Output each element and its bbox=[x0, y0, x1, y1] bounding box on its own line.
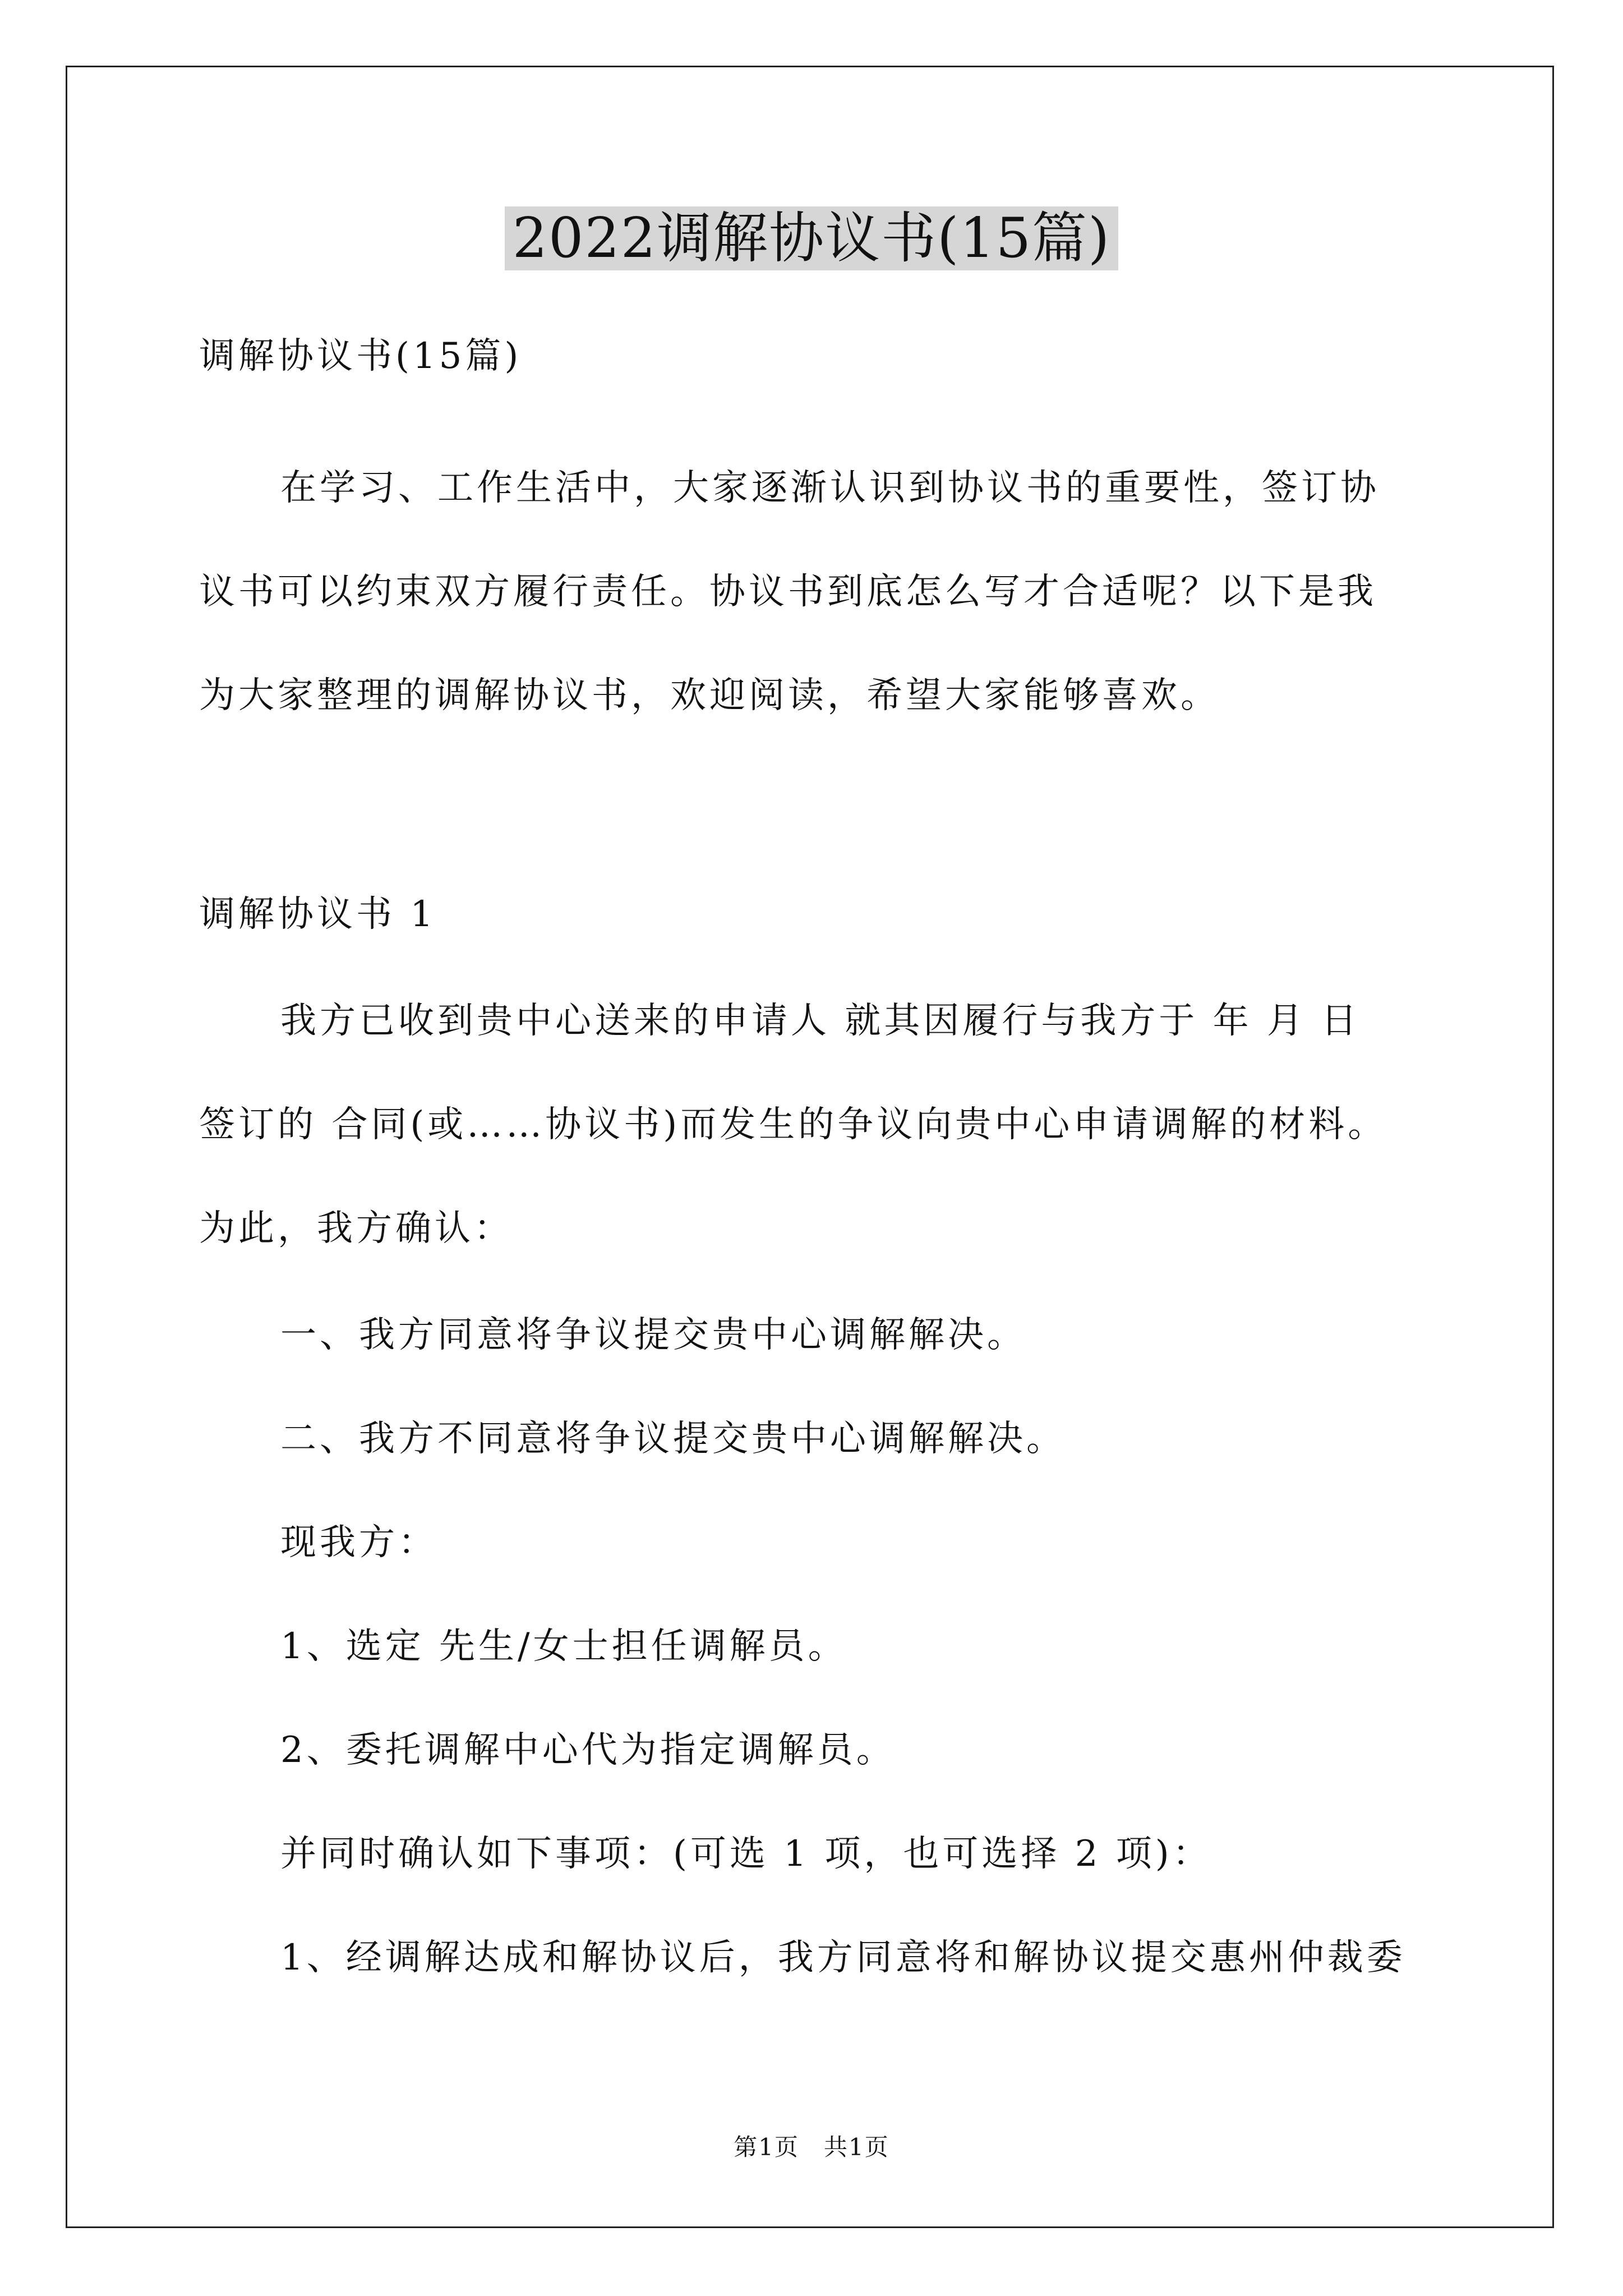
paragraph-line-2: 签订的 合同(或……协议书)而发生的争议向贵中心申请调解的材料。 bbox=[199, 1104, 1387, 1145]
list-item: 现我方： bbox=[280, 1522, 437, 1563]
paragraph-line-1: 我方已收到贵中心送来的申请人 就其因履行与我方于 年 月 日 bbox=[280, 1000, 1361, 1042]
page-number: 第1页 共1页 bbox=[734, 2133, 889, 2161]
intro-line-1: 在学习、工作生活中，大家逐渐认识到协议书的重要性，签订协 bbox=[280, 467, 1380, 509]
list-item: 2、委托调解中心代为指定调解员。 bbox=[280, 1729, 896, 1771]
paragraph-line-3: 为此，我方确认： bbox=[199, 1208, 513, 1249]
list-item: 一、我方同意将争议提交贵中心调解解决。 bbox=[280, 1314, 1026, 1356]
document-title-text: 2022调解协议书(15篇) bbox=[505, 206, 1119, 270]
list-item: 1、选定 先生/女士担任调解员。 bbox=[280, 1626, 847, 1667]
list-item: 二、我方不同意将争议提交贵中心调解解决。 bbox=[280, 1418, 1066, 1460]
intro-line-3: 为大家整理的调解协议书，欢迎阅读，希望大家能够喜欢。 bbox=[199, 675, 1220, 716]
list-item: 1、经调解达成和解协议后，我方同意将和解协议提交惠州仲裁委 bbox=[280, 1937, 1406, 1978]
list-item: 并同时确认如下事项：(可选 1 项，也可选择 2 项)： bbox=[280, 1833, 1212, 1875]
section-heading: 调解协议书 1 bbox=[199, 894, 437, 935]
document-subtitle: 调解协议书(15篇) bbox=[199, 335, 522, 377]
intro-line-2: 议书可以约束双方履行责任。协议书到底怎么写才合适呢？以下是我 bbox=[199, 571, 1377, 613]
document-title bbox=[0, 199, 1623, 278]
